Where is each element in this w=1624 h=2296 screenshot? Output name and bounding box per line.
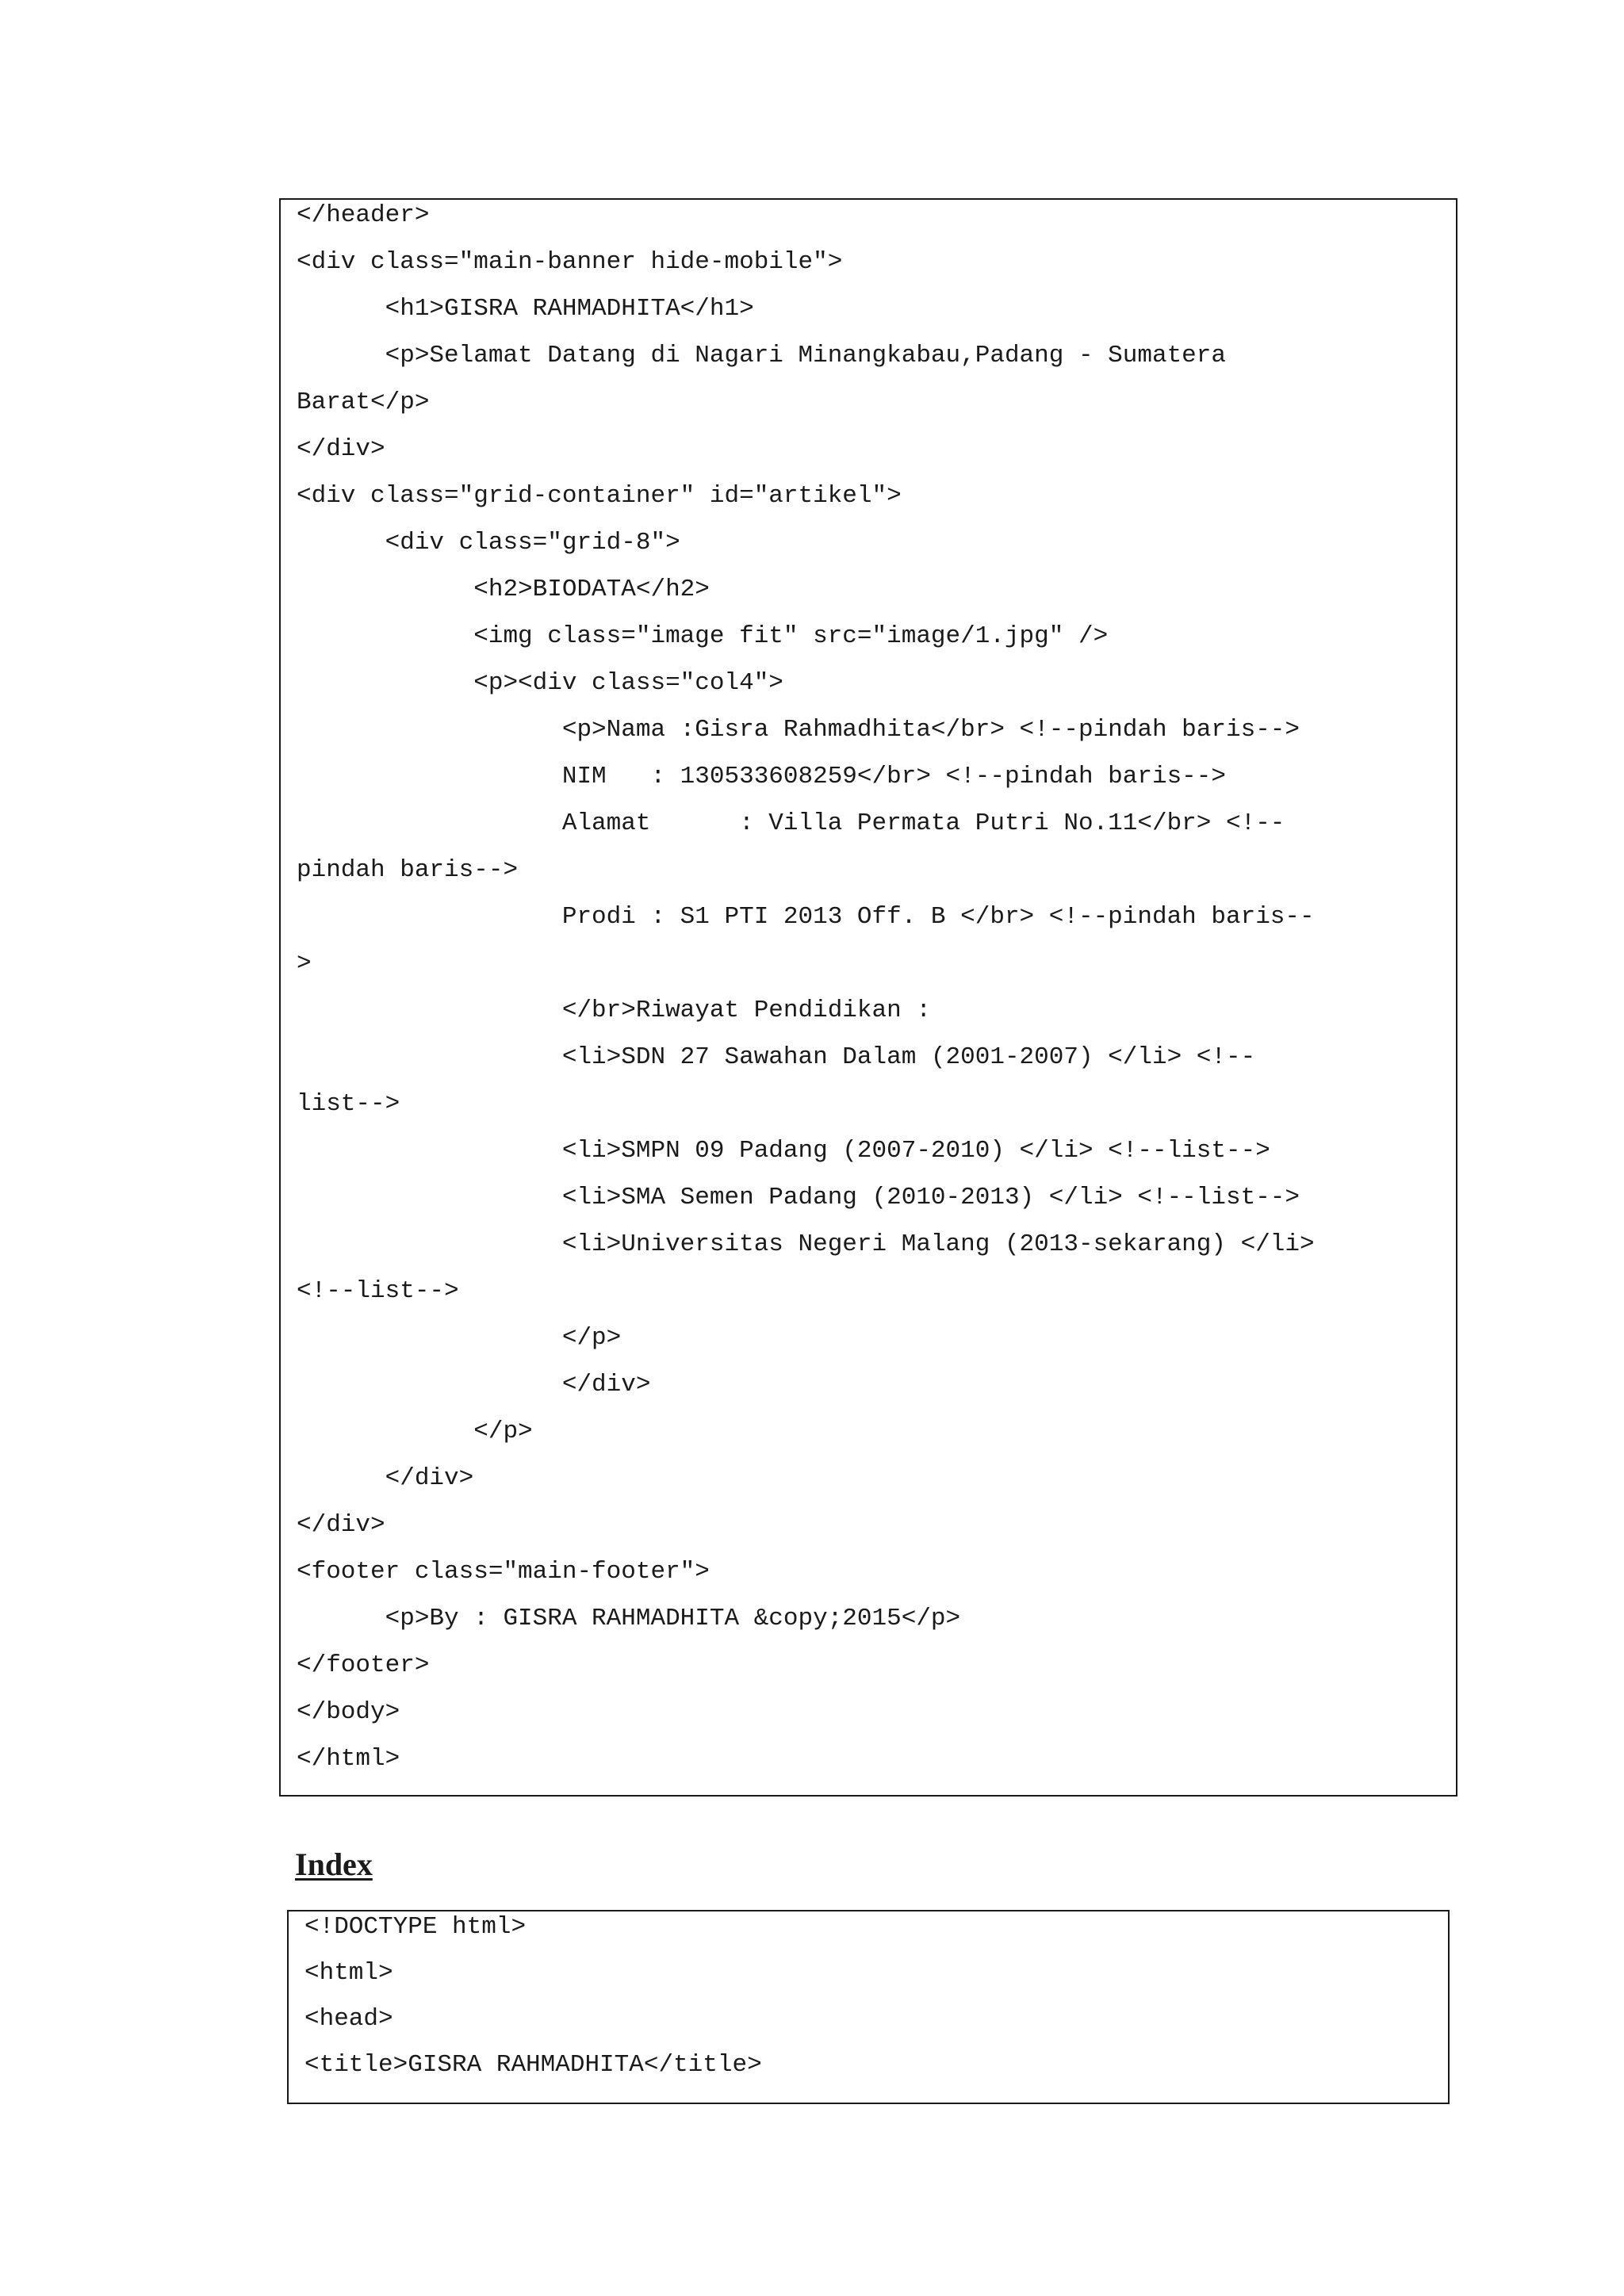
code-line: </body> (297, 1698, 400, 1726)
code-line: </p> (297, 1418, 533, 1445)
code-line: <p>By : GISRA RAHMADHITA &copy;2015</p> (297, 1605, 961, 1632)
code-line: <li>SMPN 09 Padang (2007-2010) </li> <!--list--> (297, 1137, 1270, 1165)
code-line: Prodi : S1 PTI 2013 Off. B </br> <!--pindah baris-- (297, 903, 1315, 931)
code-line: <h1>GISRA RAHMADHITA</h1> (297, 295, 754, 323)
code-listing-box (279, 198, 1457, 1797)
code-line: <p>Selamat Datang di Nagari Minangkabau,Padang - Sumatera (297, 342, 1226, 369)
code-line: <div class="grid-container" id="artikel"> (297, 482, 902, 510)
code-line: <li>SDN 27 Sawahan Dalam (2001-2007) </li> <!-- (297, 1043, 1256, 1071)
code-line: </html> (297, 1745, 400, 1773)
code-line: <head> (304, 2005, 393, 2033)
code-line: list--> (297, 1090, 400, 1118)
code-line: <div class="main-banner hide-mobile"> (297, 248, 843, 276)
code-line: pindah baris--> (297, 856, 519, 884)
code-line: <li>SMA Semen Padang (2010-2013) </li> <!--list--> (297, 1184, 1300, 1211)
code-line: </br>Riwayat Pendidikan : (297, 997, 931, 1024)
code-line: <li>Universitas Negeri Malang (2013-sekarang) </li> (297, 1230, 1315, 1258)
code-line: <div class="grid-8"> (297, 529, 680, 557)
code-line: </div> (297, 1371, 651, 1399)
code-line: </footer> (297, 1651, 430, 1679)
code-line: <p>Nama :Gisra Rahmadhita</br> <!--pindah baris--> (297, 716, 1300, 744)
section-heading-index: Index (295, 1846, 373, 1882)
code-line: <title>GISRA RAHMADHITA</title> (304, 2051, 762, 2079)
code-line: </p> (297, 1324, 622, 1352)
code-line: <h2>BIODATA</h2> (297, 576, 710, 603)
code-listing-box-index (287, 1910, 1450, 2104)
code-line: <p><div class="col4"> (297, 669, 783, 697)
code-line: </div> (297, 435, 385, 463)
code-line: Alamat : Villa Permata Putri No.11</br> <!-- (297, 809, 1285, 837)
code-line: <html> (304, 1959, 393, 1987)
code-line: <!--list--> (297, 1277, 459, 1305)
code-line: </div> (297, 1464, 474, 1492)
code-line: > (297, 950, 312, 978)
code-line: </header> (297, 201, 430, 229)
code-line: <footer class="main-footer"> (297, 1558, 710, 1586)
code-line: </div> (297, 1511, 385, 1539)
code-line: NIM : 130533608259</br> <!--pindah baris--> (297, 763, 1226, 790)
code-line: Barat</p> (297, 388, 430, 416)
code-line: <img class="image fit" src="image/1.jpg" /> (297, 622, 1109, 650)
code-line: <!DOCTYPE html> (304, 1913, 527, 1941)
